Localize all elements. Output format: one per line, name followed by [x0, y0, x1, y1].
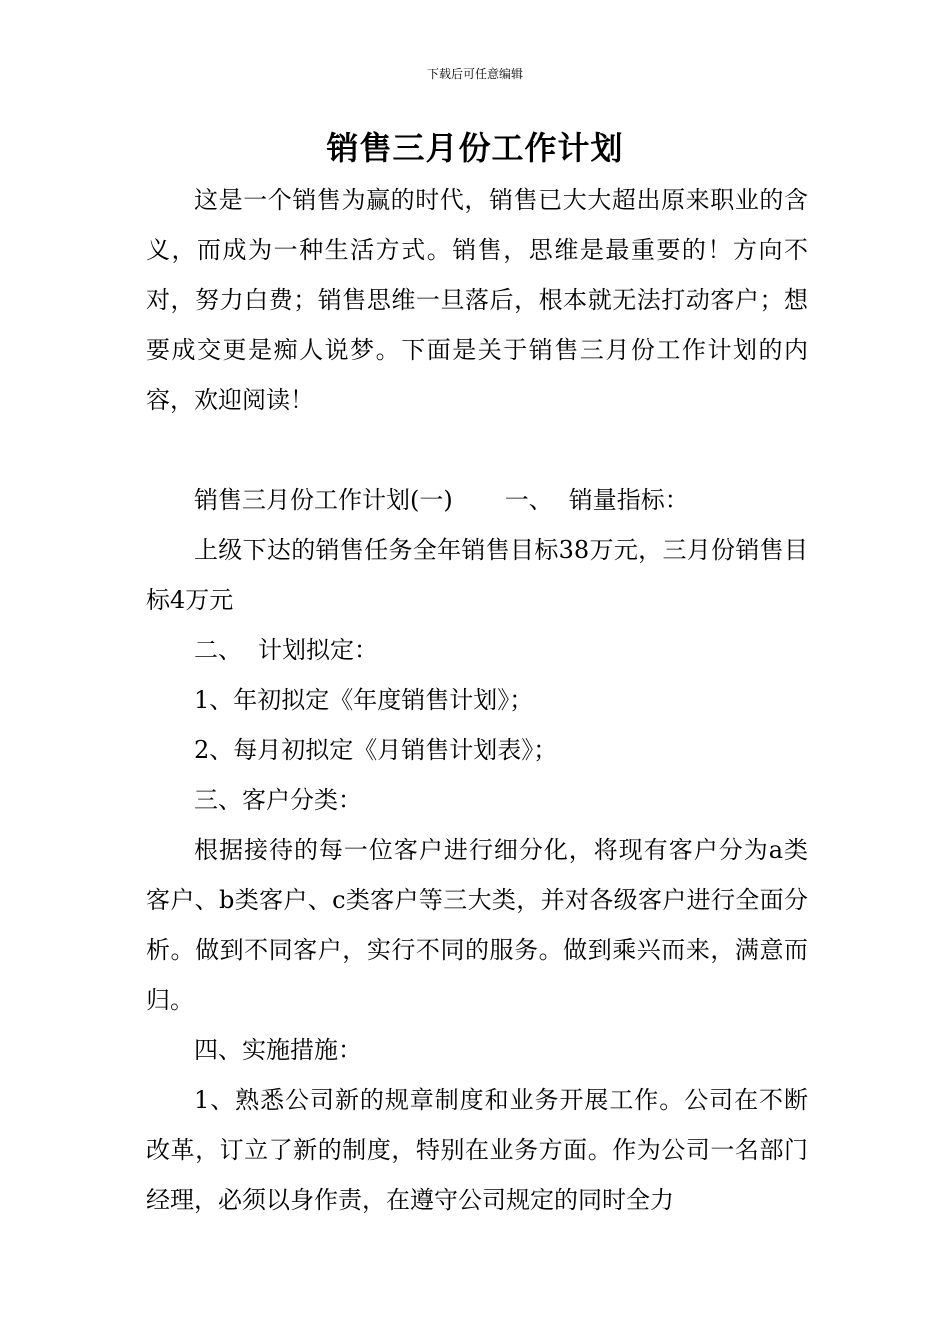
intro-paragraph: 这是一个销售为赢的时代，销售已大大超出原来职业的含义，而成为一种生活方式。销售，思维是最重要的！方向不对，努力白费；销售思维一旦落后，根本就无法打动客户；想要成交更是痴人说梦。下面是关于销售三月份工作计划的内容，欢迎阅读！ [146, 186, 808, 414]
item1-label: 销量指标： [568, 486, 689, 514]
item2-sub2: 2、每月初拟定《月销售计划表》； [194, 736, 558, 764]
item4-sub1: 1、熟悉公司新的规章制度和业务开展工作。公司在不断改革，订立了新的制度，特别在业务方面。作为公司一名部门经理，必须以身作责，在遵守公司规定的同时全力 [146, 1086, 808, 1214]
item2-sub1: 1、年初拟定《年度销售计划》； [194, 686, 534, 714]
item3-text: 根据接待的每一位客户进行细分化，将现有客户分为a类客户、b类客户、c类客户等三大类，并对各级客户进行全面分析。做到不同客户，实行不同的服务。做到乘兴而来，满意而归。 [146, 836, 808, 1014]
blank-line [146, 425, 808, 475]
item2-heading-line [146, 625, 808, 675]
item2-label: 计划拟定： [258, 636, 378, 664]
item4-heading: 四、实施措施： [194, 1036, 362, 1064]
item1-heading: 一、 [504, 486, 553, 514]
plan-heading: 销售三月份工作计划(一) [194, 486, 453, 514]
item2-heading: 二、 [194, 636, 242, 664]
document-body [146, 175, 808, 1225]
page-title: 销售三月份工作计划 [326, 129, 624, 167]
header-note: 下载后可任意编辑 [426, 67, 523, 81]
item3-heading: 三、客户分类： [194, 786, 362, 814]
item1-text: 上级下达的销售任务全年销售目标38万元，三月份销售目标4万元 [146, 536, 808, 614]
plan-heading-line [146, 475, 808, 525]
